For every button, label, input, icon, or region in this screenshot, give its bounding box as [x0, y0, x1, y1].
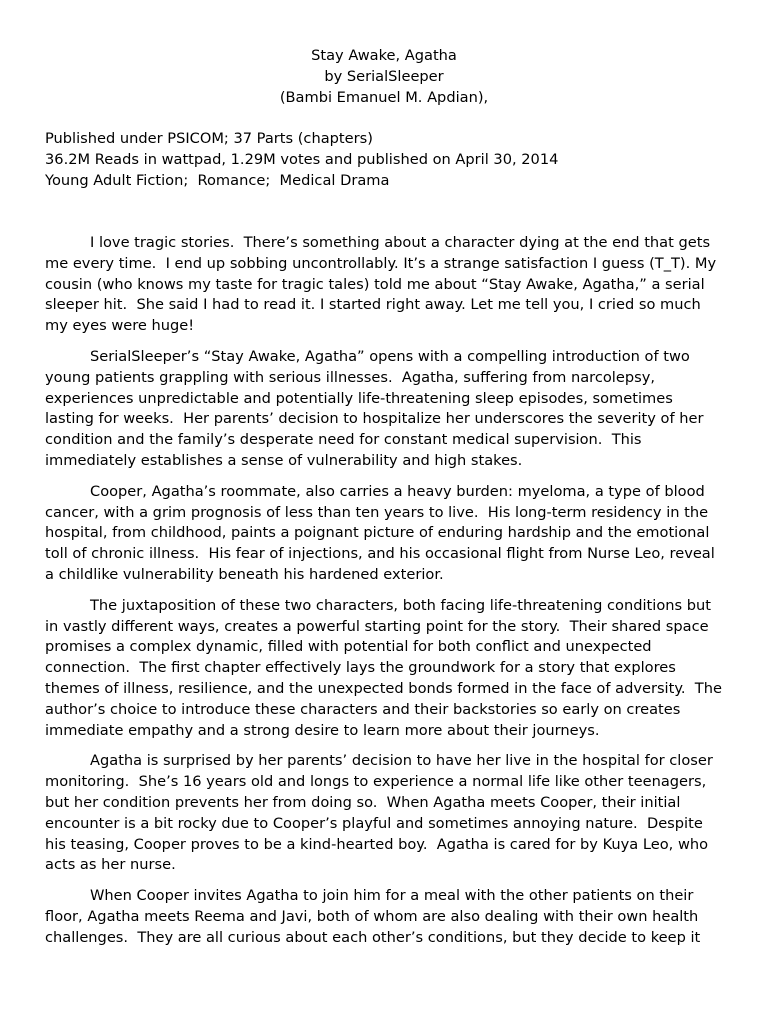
- title-block: [0, 45, 768, 108]
- paragraph: Agatha is surprised by her parents’ decision to have her live in the hospital for closer monitoring. She’s 16 years old and longs to experience a normal life like other teenagers, but her condition prevents her from doing so. When Agatha meets Cooper, their initial encounter is a bit rocky due to Cooper’s playful and sometimes annoying nature. Despite his teasing, Cooper proves to be a kind-hearted boy. Agatha is cared for by Kuya Leo, who acts as her nurse.: [45, 752, 718, 874]
- publisher-line: Published under PSICOM; 37 Parts (chapters): [45, 130, 373, 147]
- paragraph: When Cooper invites Agatha to join him for a meal with the other patients on their floor, Agatha meets Reema and Javi, both of whom are also dealing with their own health challenges. They are all curious about each other’s conditions, but they decide to keep it: [45, 887, 703, 946]
- review-body: [45, 233, 727, 959]
- paragraph: SerialSleeper’s “Stay Awake, Agatha” opens with a compelling introduction of two young patients grappling with serious illnesses. Agatha, suffering from narcolepsy, experiences unpredictable and potentially life-threatening sleep episodes, sometimes lasting for weeks. Her parents’ decision to hospitalize her underscores the severity of her condition and the family’s desperate need for constant medical supervision. This immediately establishes a sense of vulnerability and high stakes.: [45, 347, 709, 469]
- publication-info: [45, 128, 725, 191]
- author-real-name: (Bambi Emanuel M. Apdian),: [279, 89, 489, 106]
- paragraph: The juxtaposition of these two characters, both facing life-threatening conditions but in vastly different ways, creates a powerful starting point for the story. Their shared space promises a complex dynamic, filled with potential for both conflict and unexpected connection. The first chapter effectively lays the groundwork for a story that explores themes of illness, resilience, and the unexpected bonds formed in the face of adversity. The author’s choice to introduce these characters and their backstories so early on creates immediate empathy and a strong desire to learn more about their journeys.: [45, 596, 727, 739]
- genres-line: Young Adult Fiction; Romance; Medical Drama: [45, 172, 390, 189]
- book-title: Stay Awake, Agatha: [311, 47, 457, 64]
- byline: by SerialSleeper: [324, 68, 444, 85]
- paragraph: I love tragic stories. There’s something about a character dying at the end that gets me every time. I end up sobbing uncontrollably. It’s a strange satisfaction I guess (T_T). My cousin (who knows my taste for tragic tales) told me about “Stay Awake, Agatha,” a serial sleeper hit. She said I had to read it. I started right away. Let me tell you, I cried so much my eyes were huge!: [45, 234, 721, 335]
- paragraph: Cooper, Agatha’s roommate, also carries a heavy burden: myeloma, a type of blood cancer, with a grim prognosis of less than ten years to live. His long-term residency in the hospital, from childhood, paints a poignant picture of enduring hardship and the emotional toll of chronic illness. His fear of injections, and his occasional flight from Nurse Leo, reveal a childlike vulnerability beneath his hardened exterior.: [45, 482, 720, 583]
- stats-line: 36.2M Reads in wattpad, 1.29M votes and published on April 30, 2014: [45, 151, 559, 168]
